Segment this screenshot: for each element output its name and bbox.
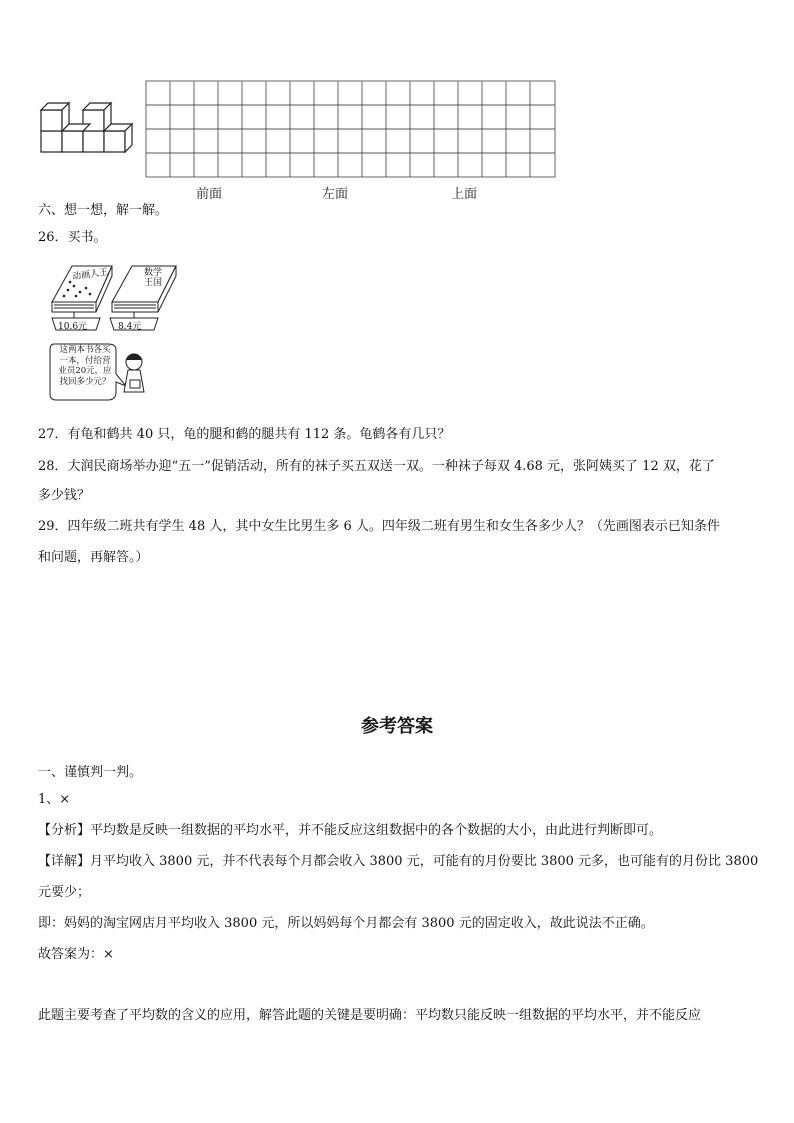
detail-line1: 【详解】月平均收入 3800 元，并不代表每个月都会收入 3800 元，可能有的月份要比 3800 元多，也可能有的月份比 3800 [38, 854, 759, 869]
book1-title: 动画人王 [71, 267, 109, 283]
question-29-line1: 29．四年级二班共有学生 48 人，其中女生比男生多 6 人。四年级二班有男生和女生各多少人？（先画图表示已知条件 [38, 519, 720, 534]
answer-title: 参考答案 [361, 716, 433, 737]
final-answer: 故答案为：× [38, 947, 114, 962]
cube-figure [38, 98, 134, 158]
question-28-line1: 28．大润民商场举办迎“五一”促销活动，所有的袜子买五双送一双。一种袜子每双 4.68 元，张阿姨买了 12 双，花了 [38, 459, 715, 474]
book2-title: 数学王国 [143, 268, 162, 288]
question-28-line2: 多少钱？ [38, 488, 91, 503]
grid-label-left: 左面 [322, 187, 349, 202]
section-6-heading: 六、想一想，解一解。 [38, 203, 169, 218]
book1-price: 10.6元 [58, 322, 88, 332]
question-26: 26．买书。 [38, 230, 107, 245]
question-29-line2: 和问题，再解答。） [38, 550, 149, 565]
answer-1: 1、× [38, 792, 71, 807]
question-27: 27．有龟和鹤共 40 只，龟的腿和鹤的腿共有 112 条。龟鹤各有几只？ [38, 427, 451, 442]
summary-text: 此题主要考查了平均数的含义的应用，解答此题的关键是要明确：平均数只能反映一组数据的平均水平，并不能反应 [38, 1008, 702, 1023]
grid-label-front: 前面 [196, 187, 223, 202]
grid-label-top: 上面 [451, 187, 478, 202]
analysis-text: 【分析】平均数是反映一组数据的平均水平，并不能反应这组数据中的各个数据的大小，由此进行判断即可。 [38, 823, 663, 838]
detail-line3: 即：妈妈的淘宝网店月平均收入 3800 元，所以妈妈每个月都会有 3800 元的固定收入，故此说法不正确。 [38, 916, 654, 931]
book2-price: 8.4元 [118, 322, 142, 332]
detail-line2: 元要少； [38, 885, 91, 900]
speech-text: 这两本书各买 一本，付给营 业员20元，应 找回多少元？ [58, 345, 112, 387]
section-1-heading: 一、谨慎判一判。 [38, 765, 143, 780]
drawing-grid [145, 80, 557, 178]
